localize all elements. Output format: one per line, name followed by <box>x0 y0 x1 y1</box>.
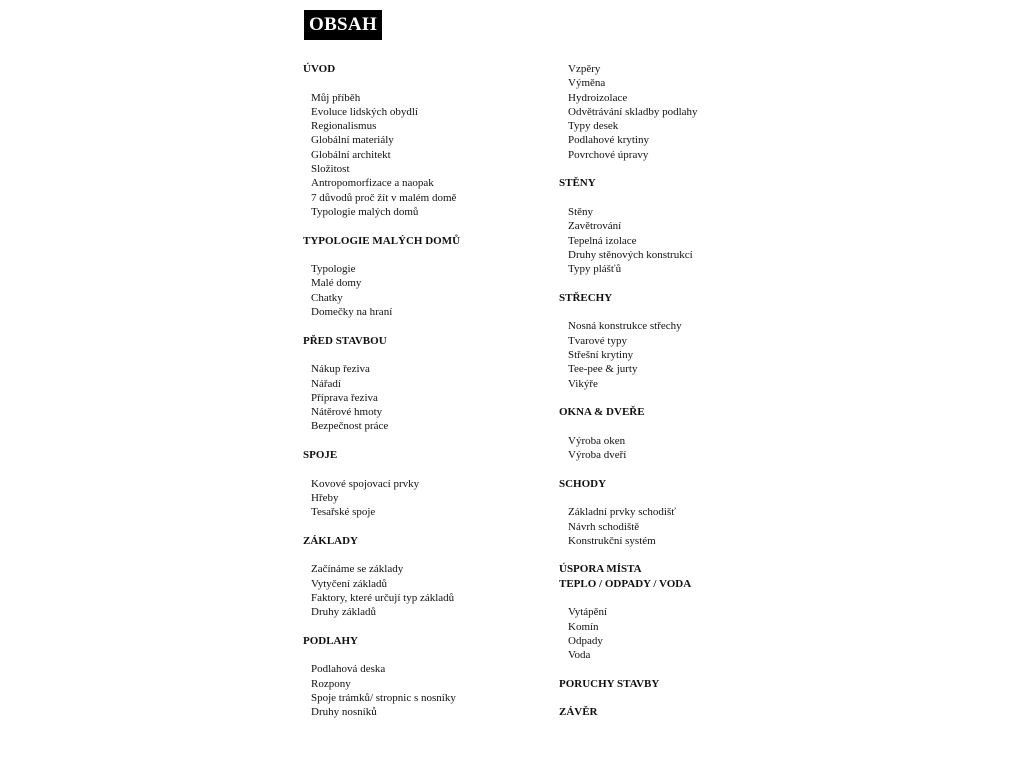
toc-item[interactable]: Vzpěry <box>568 63 601 75</box>
toc-item[interactable]: Vytápění <box>568 606 608 619</box>
toc-heading-podlahy[interactable]: PODLAHY <box>303 634 358 647</box>
toc-item[interactable]: Odvětrávání skladby podlahy <box>568 105 698 118</box>
toc-item[interactable]: Typy desek <box>568 120 619 133</box>
toc-item[interactable]: Spoje trámků/ stropnic s nosníky <box>311 692 456 705</box>
toc-item[interactable]: Voda <box>568 649 591 662</box>
toc-item[interactable]: Typy plášťů <box>568 263 622 276</box>
toc-item[interactable]: Tepelná izolace <box>568 234 637 247</box>
toc-heading-zaver[interactable]: ZÁVĚR <box>559 706 598 719</box>
toc-item[interactable]: Příprava řeziva <box>311 391 378 404</box>
toc-item[interactable]: Chatky <box>311 291 343 304</box>
toc-item[interactable]: Tesařské spoje <box>311 506 376 519</box>
toc-item[interactable]: Odpady <box>568 634 603 647</box>
toc-item[interactable]: Bezpečnost práce <box>311 420 389 433</box>
page-title: OBSAH <box>304 10 382 40</box>
toc-item[interactable]: Střešní krytiny <box>568 348 634 361</box>
toc-heading-strechy[interactable]: STŘECHY <box>559 291 613 304</box>
toc-heading-schody[interactable]: SCHODY <box>559 477 607 490</box>
toc-item[interactable]: Globální materiály <box>311 134 394 147</box>
toc-item[interactable]: Povrchové úpravy <box>568 148 649 161</box>
toc-item[interactable]: Typologie <box>311 263 356 276</box>
toc-item[interactable]: Nátěrové hmoty <box>311 406 383 419</box>
toc-heading-steny[interactable]: STĚNY <box>559 177 596 190</box>
toc-item[interactable]: Výroba dveří <box>568 449 627 462</box>
toc-heading-typologie[interactable]: TYPOLOGIE MALÝCH DOMŮ <box>303 234 461 247</box>
toc-item[interactable]: Evoluce lidských obydlí <box>311 105 418 118</box>
toc-item[interactable]: Antropomorfizace a naopak <box>311 177 434 190</box>
toc-item[interactable]: Komín <box>568 620 599 633</box>
toc-item[interactable]: Složitost <box>311 163 350 176</box>
toc-right-column <box>559 62 809 720</box>
toc-item[interactable]: Hřeby <box>311 491 339 504</box>
toc-item[interactable]: Domečky na hraní <box>311 306 393 319</box>
toc-item[interactable]: Podlahové krytiny <box>568 134 649 147</box>
toc-item[interactable]: Výroba oken <box>568 434 626 447</box>
toc-item[interactable]: Hydroizolace <box>568 91 628 104</box>
toc-heading-okna-dvere[interactable]: OKNA & DVEŘE <box>559 406 645 419</box>
toc-item[interactable]: Zavětrování <box>568 220 622 233</box>
toc-item[interactable]: Faktory, které určují typ základů <box>311 591 455 604</box>
toc-left-column <box>303 62 553 720</box>
toc-heading-uvod[interactable]: ÚVOD <box>303 63 336 75</box>
toc-item[interactable]: Konstrukční systém <box>568 534 656 547</box>
toc-item[interactable]: Druhy základů <box>311 606 377 619</box>
toc-item[interactable]: Nářadí <box>311 377 341 390</box>
toc-item[interactable]: Typologie malých domů <box>311 205 419 218</box>
toc-heading-teplo-odpady-voda[interactable]: TEPLO / ODPADY / VODA <box>559 577 692 590</box>
toc-heading-poruchy-stavby[interactable]: PORUCHY STAVBY <box>559 677 660 690</box>
toc-heading-zaklady[interactable]: ZÁKLADY <box>303 534 359 547</box>
toc-item[interactable]: Můj příběh <box>311 91 361 104</box>
toc-item[interactable]: Nosná konstrukce střechy <box>568 320 682 333</box>
toc-item[interactable]: Výměna <box>568 77 606 90</box>
toc-item[interactable]: Globální architekt <box>311 148 391 161</box>
toc-item[interactable]: Začínáme se základy <box>311 563 404 576</box>
toc-item[interactable]: Základní prvky schodišť <box>568 506 676 519</box>
toc-item[interactable]: Vikýře <box>568 377 598 390</box>
toc-item[interactable]: Vytyčení základů <box>311 577 388 590</box>
toc-item[interactable]: Tee-pee & jurty <box>568 363 638 376</box>
toc-item[interactable]: Druhy nosníků <box>311 706 377 719</box>
toc-heading-pred-stavbou[interactable]: PŘED STAVBOU <box>303 334 387 347</box>
toc-item[interactable]: Nákup řeziva <box>311 363 370 376</box>
toc-item[interactable]: Stěny <box>568 205 594 218</box>
toc-item[interactable]: Tvarové typy <box>568 334 627 347</box>
toc-item[interactable]: Kovové spojovací prvky <box>311 477 420 490</box>
toc-item[interactable]: Malé domy <box>311 277 362 290</box>
toc-item[interactable]: Podlahová deska <box>311 663 386 676</box>
toc-item[interactable]: 7 důvodů proč žít v malém domě <box>311 191 457 204</box>
toc-item[interactable]: Rozpony <box>311 677 351 690</box>
toc-item[interactable]: Návrh schodiště <box>568 520 640 533</box>
toc-item[interactable]: Druhy stěnových konstrukcí <box>568 248 693 261</box>
toc-heading-spoje[interactable]: SPOJE <box>303 449 338 462</box>
toc-heading-uspora-mista[interactable]: ÚSPORA MÍSTA <box>559 563 642 576</box>
toc-item[interactable]: Regionalismus <box>311 120 377 133</box>
